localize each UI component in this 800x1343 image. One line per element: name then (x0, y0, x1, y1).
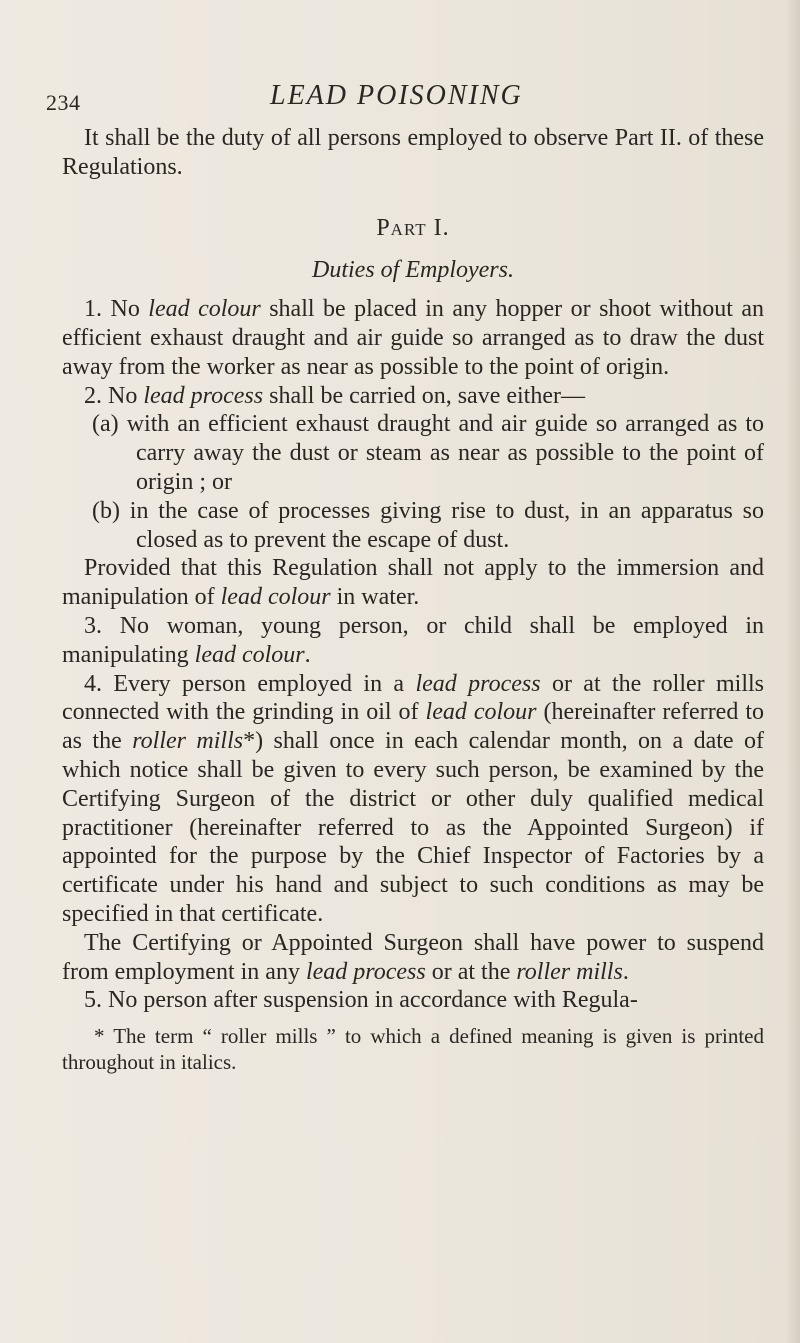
regulation-2-clause-a: (a) with an efficient exhaust draught and air guide so arranged as to carry away the dust or steam as near as possible to the point of origin ; or (92, 411, 765, 495)
regulation-number: 3. (84, 612, 102, 639)
clause-label: (a) (92, 411, 119, 438)
regulation-number: 5. (84, 987, 102, 1014)
section-heading: Duties of Employers. (312, 257, 514, 284)
regulation-number: 4. (84, 670, 102, 697)
regulation-5: 5. No person after suspension in accordance with Regula- (84, 987, 638, 1014)
regulation-number: 2. (84, 382, 102, 409)
regulation-4: 4. Every person employed in a lead process or at the roller mills connected with the grinding in oil of lead colour (hereinafter referred to as the roller mills*) shall once in each calendar month, on a date of which notice shall be given to every such person, be examined by the Certifying Surgeon of the district or other duly qualified medical practitioner (hereinafter referred to as the Appointed Surgeon) if appointed for the purpose by the Chief Inspector of Factories by a certificate under his hand and subject to such conditions as may be specified in that certificate. (62, 670, 765, 927)
footnote: * The term “ roller mills ” to which a defined meaning is given is printed throughout in italics. (62, 1024, 764, 1075)
regulation-number: 1. (84, 296, 102, 323)
page-body (62, 124, 764, 1075)
page-number: 234 (46, 90, 81, 115)
regulation-2: 2. No lead process shall be carried on, save either— (84, 382, 585, 409)
regulation-1: 1. No lead colour shall be placed in any hopper or shoot without an efficient exhaust draught and air guide so arranged as to draw the dust away from the worker as near as possible to the point of origin. (62, 296, 765, 380)
page-header (46, 80, 750, 120)
running-head: LEAD POISONING (270, 80, 523, 111)
intro-paragraph: It shall be the duty of all persons employed to observe Part II. of these Regulations. (62, 125, 764, 180)
page-edge-shadow (786, 0, 800, 1343)
proviso: Provided that this Regulation shall not apply to the immersion and manipulation of lead colour in water. (62, 555, 764, 611)
regulation-3: 3. No woman, young person, or child shall be employed in manipulating lead colour. (62, 612, 765, 668)
part-heading: Part I. (376, 214, 450, 241)
regulation-4-paragraph-2: The Certifying or Appointed Surgeon shall have power to suspend from employment in any lead process or at the roller mills. (62, 929, 764, 985)
clause-label: (b) (92, 497, 120, 524)
regulation-2-clause-b: (b) in the case of processes giving rise to dust, in an apparatus so closed as to prevent the escape of dust. (92, 497, 765, 553)
